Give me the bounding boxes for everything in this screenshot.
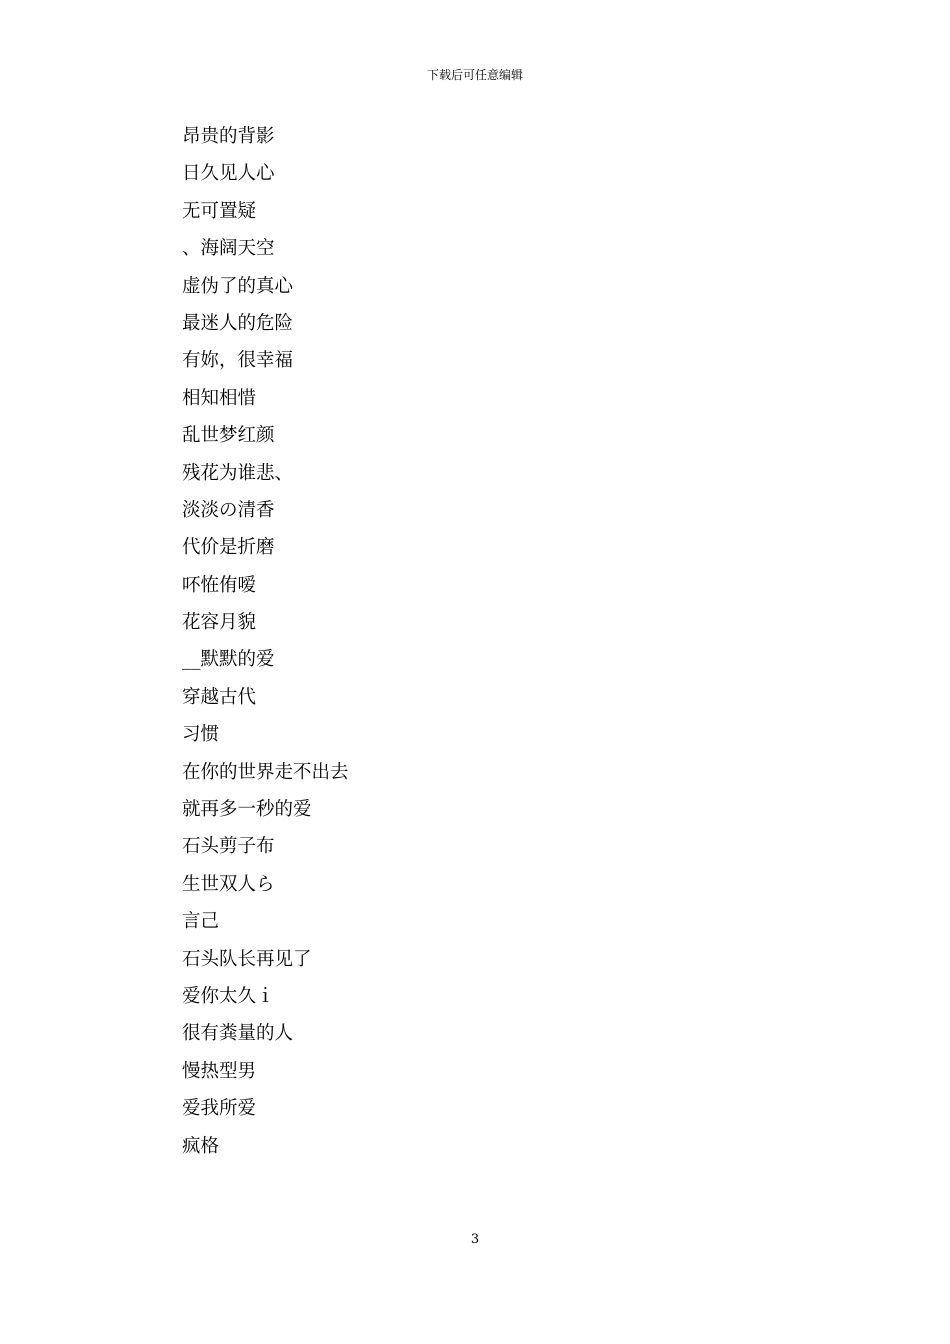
list-item: 乱世梦红颜 <box>182 425 275 447</box>
list-item: 言己 <box>182 911 220 933</box>
list-item: 就再多一秒的爱 <box>182 799 312 821</box>
list-item: 、海阔天空 <box>182 238 275 260</box>
page-header: 下载后可任意编辑 <box>426 68 523 82</box>
list-item: 石头队长再见了 <box>182 948 312 970</box>
list-item: 吥恠侑嗳 <box>182 574 257 596</box>
page-number: 3 <box>470 1232 480 1247</box>
list-item: 昂贵的背影 <box>182 126 275 147</box>
list-item: 慢热型男 <box>182 1060 257 1082</box>
list-item: __默默的爱 <box>182 649 275 671</box>
list-item: 有妳，很幸福 <box>182 350 294 372</box>
entry-list <box>182 122 349 1169</box>
list-item: 残花为谁悲、 <box>182 462 294 484</box>
list-item: 在你的世界走不出去 <box>182 761 349 783</box>
list-item: 代价是折磨 <box>182 537 275 559</box>
list-item: 习惯 <box>182 724 220 746</box>
list-item: 疯格 <box>182 1135 220 1157</box>
list-item: 穿越古代 <box>182 686 257 708</box>
list-item: 日久见人心 <box>182 163 275 185</box>
list-item: 相知相惜 <box>182 387 257 409</box>
list-item: 虚伪了的真心 <box>182 275 294 297</box>
list-item: 花容月貌 <box>182 612 257 634</box>
list-item: 爱我所爱 <box>182 1098 257 1120</box>
list-item: 生世双人ら <box>182 873 275 895</box>
list-item: 最迷人的危险 <box>182 312 294 334</box>
list-item: 石头剪子布 <box>182 836 275 858</box>
list-item: 爱你太久ｉ <box>182 985 275 1007</box>
list-item: 淡淡の清香 <box>182 499 275 521</box>
list-item: 很有粪量的人 <box>182 1023 294 1045</box>
list-item: 无可置疑 <box>182 200 257 222</box>
